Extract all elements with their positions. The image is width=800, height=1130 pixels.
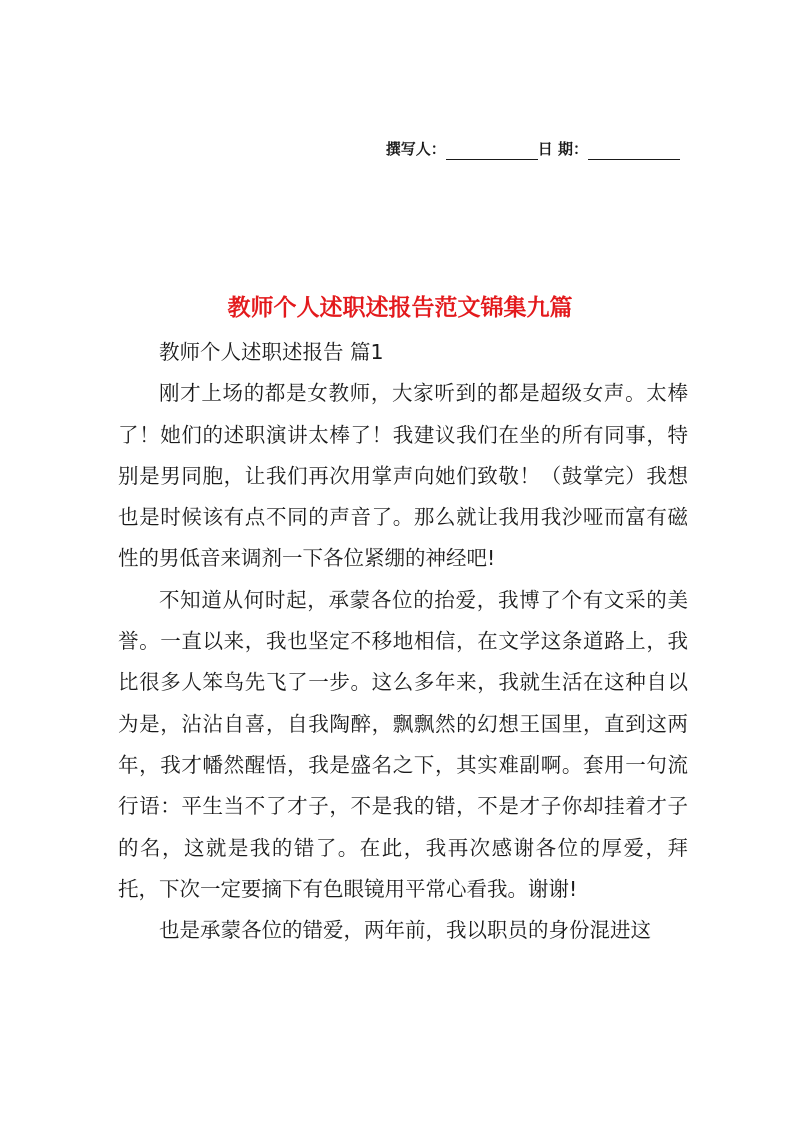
paragraph-2: 不知道从何时起，承蒙各位的抬爱，我博了个有文采的美誉。一直以来，我也坚定不移地相信，在文学这条道路上，我比很多人笨鸟先飞了一步。这么多年来，我就生活在这种自以为是，沾沾自喜，自我陶醉，飘飘然的幻想王国里，直到这两年，我才幡然醒悟，我是盛名之下，其实难副啊。套用一句流行语：平生当不了才子，不是我的错，不是才子你却挂着才子的名，这就是我的错了。在此，我再次感谢各位的厚爱，拜托，下次一定要摘下有色眼镜用平常心看我。谢谢! — [118, 587, 688, 901]
date-blank — [588, 143, 680, 160]
document-title: 教师个人述职述报告范文锦集九篇 — [227, 294, 573, 321]
document-body — [118, 332, 688, 951]
author-date-line — [386, 138, 680, 160]
paragraph-1: 刚才上场的都是女教师，大家听到的都是超级女声。太棒了！她们的述职演讲太棒了！我建议我们在坐的所有同事，特别是男同胞，让我们再次用掌声向她们致敬！（鼓掌完）我想也是时候该有点不同的声音了。那么就让我用我沙哑而富有磁性的男低音来调剂一下各位紧绷的神经吧! — [118, 381, 688, 571]
date-label: 日 期： — [537, 140, 588, 158]
section-heading: 教师个人述职述报告 篇1 — [159, 340, 384, 364]
paragraph-3: 也是承蒙各位的错爱，两年前，我以职员的身份混进这 — [159, 918, 651, 943]
author-blank — [446, 143, 538, 160]
author-label: 撰写人： — [385, 140, 446, 158]
